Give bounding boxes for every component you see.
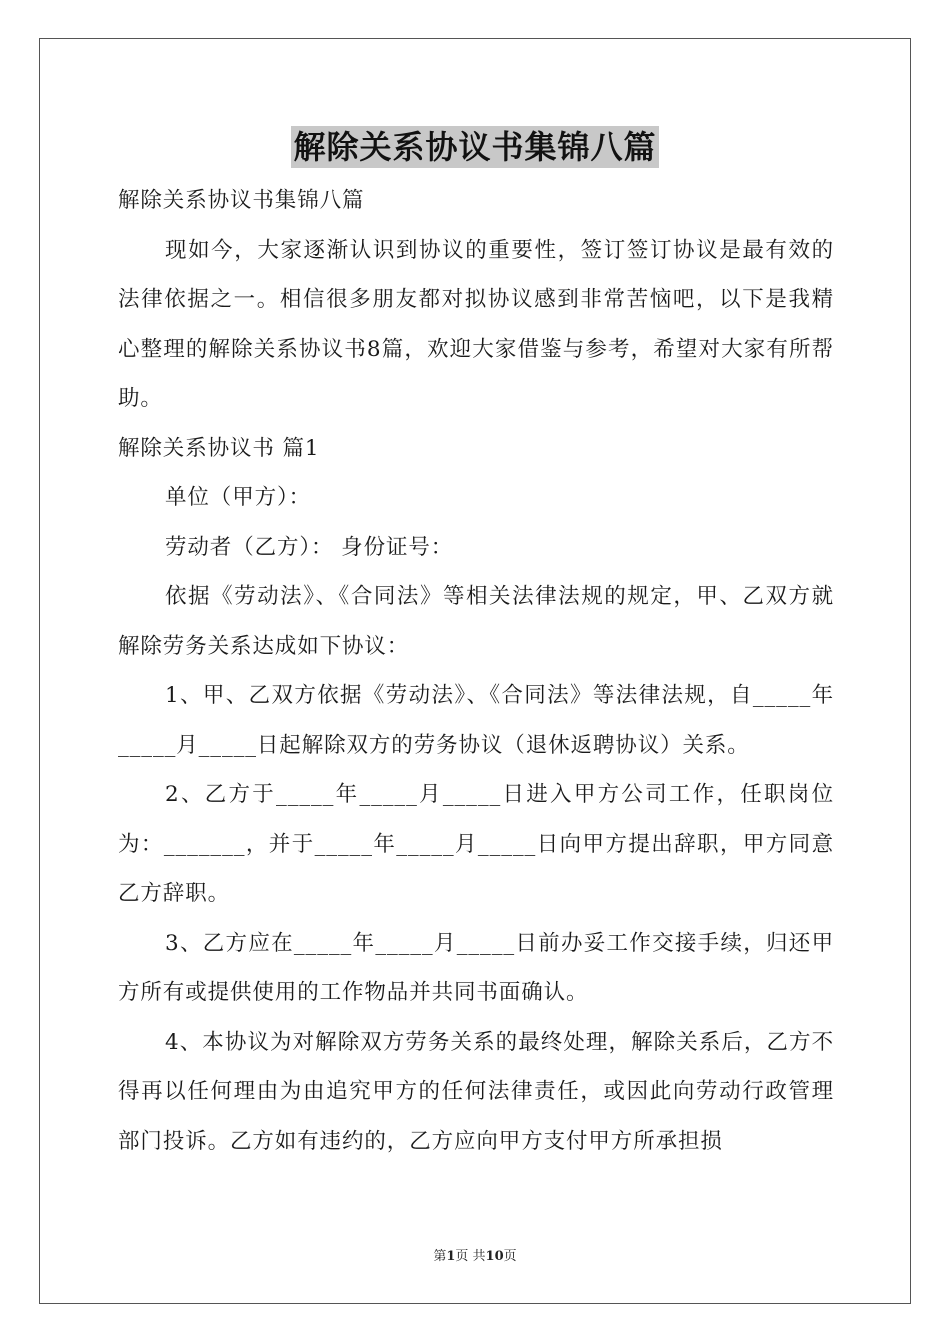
title-container bbox=[0, 126, 950, 168]
party-a-line: 单位（甲方）： bbox=[165, 485, 312, 510]
clause-2: 2、乙方于_____年_____月_____日进入甲方公司工作，任职岗位为：_______，并于_____年_____月_____日向甲方提出辞职，甲方同意乙方辞职。 bbox=[118, 782, 834, 906]
party-b-line: 劳动者（乙方）： 身份证号： bbox=[165, 534, 454, 560]
clause-4: 4、本协议为对解除双方劳务关系的最终处理，解除关系后，乙方不得再以任何理由为由追究甲方的任何法律责任，或因此向劳动行政管理部门投诉。乙方如有违约的，乙方应向甲方支付甲方所承担损 bbox=[118, 1029, 834, 1154]
footer-page-prefix: 第 bbox=[433, 1249, 447, 1264]
footer-page-total: 10 bbox=[485, 1249, 504, 1264]
intro-paragraph: 现如今，大家逐渐认识到协议的重要性，签订签订协议是最有效的法律依据之一。相信很多朋友都对拟协议感到非常苦恼吧，以下是我精心整理的解除关系协议书8篇，欢迎大家借鉴与参考，希望对大家有所帮助。 bbox=[118, 237, 834, 411]
document-subtitle: 解除关系协议书集锦八篇 bbox=[118, 188, 365, 213]
document-body bbox=[118, 176, 834, 1166]
clause-3: 3、乙方应在_____年_____月_____日前办妥工作交接手续，归还甲方所有或提供使用的工作物品并共同书面确认。 bbox=[118, 930, 834, 1005]
document-title: 解除关系协议书集锦八篇 bbox=[293, 128, 657, 166]
section-heading: 解除关系协议书 篇1 bbox=[118, 435, 320, 461]
footer-page-suffix: 页 bbox=[503, 1249, 517, 1264]
footer-page-mid: 页 共 bbox=[455, 1249, 486, 1264]
clause-1: 1、甲、乙双方依据《劳动法》、《合同法》等法律法规，自_____年_____月_____日起解除双方的劳务协议（退休返聘协议）关系。 bbox=[118, 683, 834, 758]
footer-page-number: 1 bbox=[446, 1249, 456, 1264]
basis-paragraph: 依据《劳动法》、《合同法》等相关法律法规的规定，甲、乙双方就解除劳务关系达成如下协议： bbox=[118, 584, 834, 659]
page-footer bbox=[0, 1245, 950, 1264]
